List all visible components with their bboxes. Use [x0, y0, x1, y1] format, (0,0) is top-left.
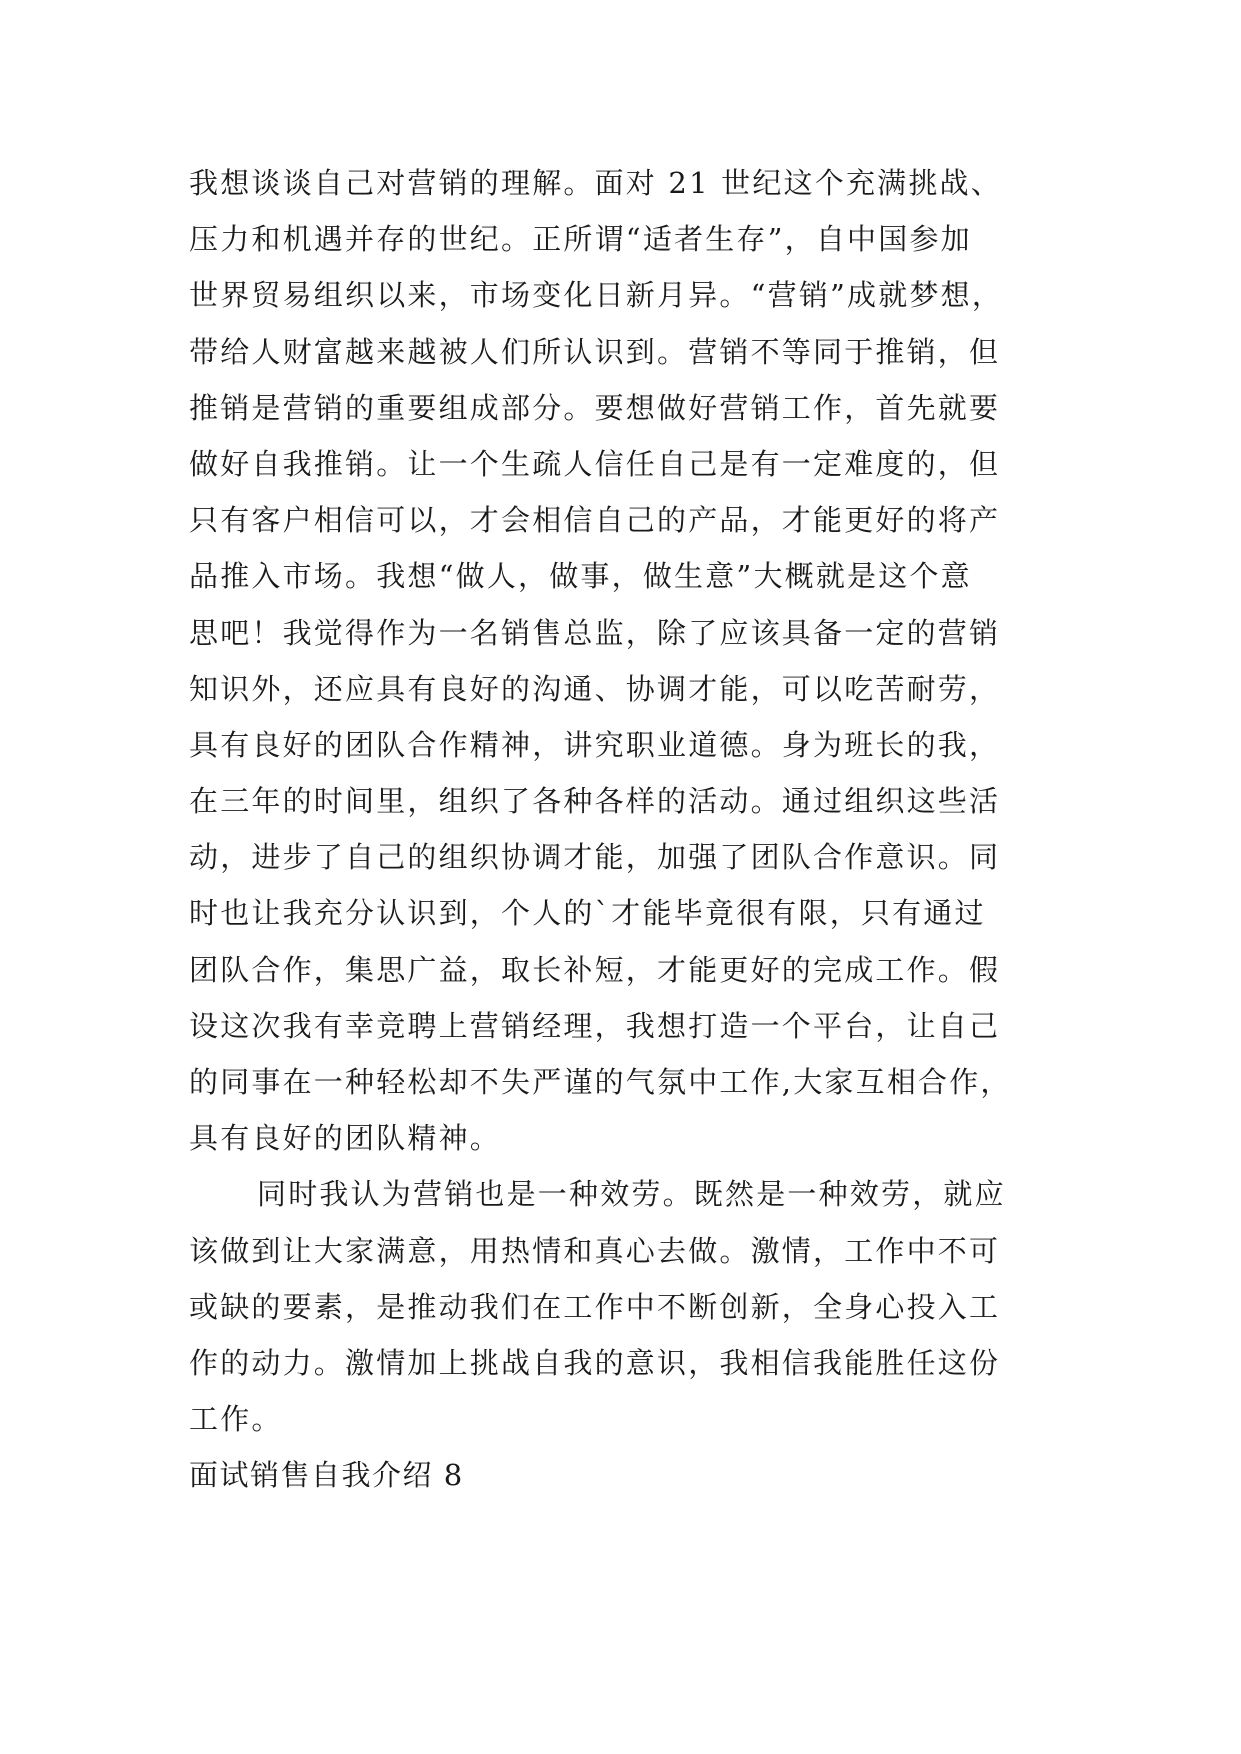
text-line: 思吧！我觉得作为一名销售总监，除了应该具备一定的营销: [189, 615, 1001, 650]
text-line: 该做到让大家满意，用热情和真心去做。激情，工作中不可: [189, 1233, 1001, 1268]
text-line: 团队合作，集思广益，取长补短，才能更好的完成工作。假: [189, 952, 1001, 987]
document-body: [189, 155, 1069, 1504]
text-line: 品推入市场。我想“做人，做事，做生意”大概就是这个意: [189, 559, 972, 594]
section-heading: 面试销售自我介绍 8: [189, 1458, 464, 1493]
text-line: 具有良好的团队合作精神，讲究职业道德。身为班长的我，: [189, 727, 1001, 762]
paragraph-1: [189, 155, 1069, 1166]
text-line: 的同事在一种轻松却不失严谨的气氛中工作,大家互相合作，: [189, 1065, 1012, 1099]
text-line: 带给人财富越来越被人们所认识到。营销不等同于推销，但: [189, 334, 1001, 369]
text-line: 具有良好的团队精神。: [189, 1121, 502, 1156]
text-line: 压力和机遇并存的世纪。正所谓“适者生存”，自中国参加: [189, 222, 972, 257]
text-line: 世界贸易组织以来，市场变化日新月异。“营销”成就梦想，: [189, 278, 1004, 313]
text-line: 同时我认为营销也是一种效劳。既然是一种效劳，就应: [257, 1177, 1006, 1212]
text-line: 我想谈谈自己对营销的理解。面对 21 世纪这个充满挑战、: [189, 166, 1002, 200]
text-line: 做好自我推销。让一个生疏人信任自己是有一定难度的，但: [189, 446, 1001, 481]
paragraph-2: [189, 1166, 1069, 1447]
text-line: 作的动力。激情加上挑战自我的意识，我相信我能胜任这份: [189, 1345, 1001, 1380]
text-line: 工作。: [189, 1402, 283, 1437]
text-line: 在三年的时间里，组织了各种各样的活动。通过组织这些活: [189, 784, 1001, 819]
text-line: 知识外，还应具有良好的沟通、协调才能，可以吃苦耐劳，: [189, 671, 1001, 706]
text-line: 设这次我有幸竞聘上营销经理，我想打造一个平台，让自己: [189, 1008, 1001, 1043]
text-line: 只有客户相信可以，才会相信自己的产品，才能更好的将产: [189, 503, 1001, 538]
text-line: 动，进步了自己的组织协调才能，加强了团队合作意识。同: [189, 840, 1001, 875]
text-line: 或缺的要素，是推动我们在工作中不断创新，全身心投入工: [189, 1289, 1001, 1324]
text-line: 时也让我充分认识到，个人的`才能毕竟很有限，只有通过: [189, 896, 986, 931]
text-line: 推销是营销的重要组成部分。要想做好营销工作，首先就要: [189, 390, 1001, 425]
